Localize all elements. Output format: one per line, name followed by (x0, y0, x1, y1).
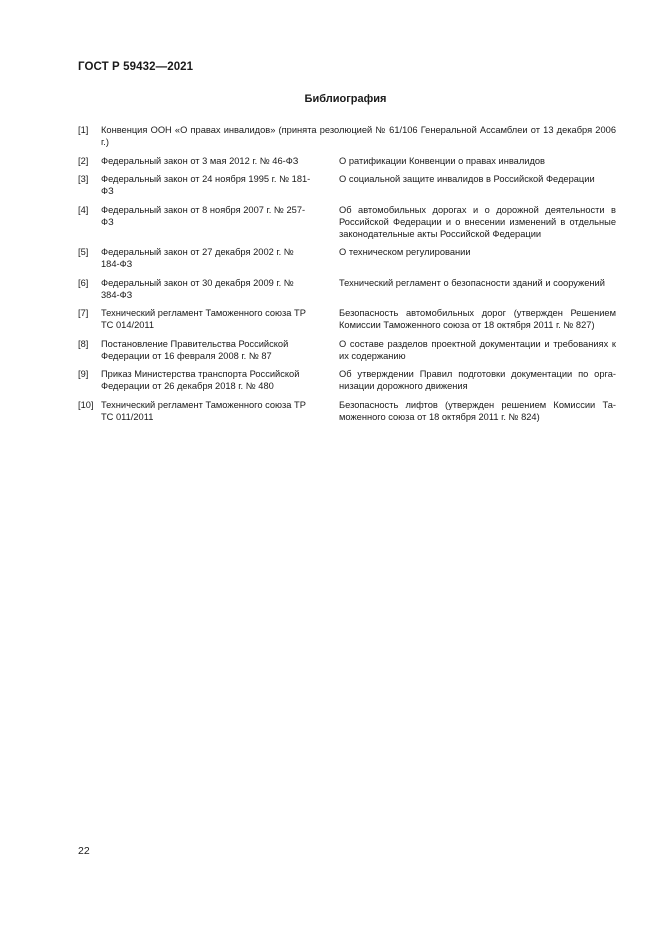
entry-title: Безопасность лифтов (утвержден решением Комиссии Таможенного союза от 18 октября 2011 г. № 824) (339, 399, 616, 422)
entry-number: [6] (78, 277, 89, 288)
bibliography-list (78, 124, 616, 429)
entry-number: [8] (78, 338, 89, 349)
entry-number: [9] (78, 369, 89, 379)
entry-number: [7] (78, 308, 89, 318)
entry-source: Федеральный закон от 3 мая 2012 г. № 46-ФЗ (101, 155, 299, 166)
entry-source: Федеральный закон от 8 ноября 2007 г. № 257-ФЗ (101, 204, 306, 227)
bibliography-entry (78, 246, 616, 270)
bibliography-entry (78, 368, 616, 392)
entry-number: [1] (78, 125, 89, 135)
entry-title: О составе разделов проектной документации и требованиях к их содержанию (339, 338, 616, 361)
entry-source: Постановление Правительства Российской Федерации от 16 февраля 2008 г. № 87 (101, 338, 289, 361)
entry-number: [10] (78, 399, 94, 410)
entry-source: Федеральный закон от 27 декабря 2002 г. № 184-ФЗ (101, 247, 294, 269)
bibliography-entry (78, 307, 616, 331)
entry-title: Технический регламент о безопасности зданий и сооружений (339, 277, 605, 288)
entry-source: Приказ Министерства транспорта Российской Федерации от 26 декабря 2018 г. № 480 (101, 369, 300, 391)
entry-title: Об автомобильных дорогах и о дорожной деятельности в Российской Федерации и о внесении изменений в отдельные законодательные акты Российской Федерации (339, 204, 616, 239)
entry-title: О ратификации Конвенции о правах инвалидов (339, 155, 545, 166)
entry-title: О социальной защите инвалидов в Российской Федерации (339, 174, 595, 184)
bibliography-entry (78, 399, 616, 423)
entry-source: Технический регламент Таможенного союза ТР ТС 011/2011 (101, 399, 306, 422)
bibliography-entry (78, 155, 616, 167)
bibliography-entry (78, 173, 616, 197)
section-title: Библиография (304, 93, 387, 105)
bibliography-entry (78, 204, 616, 240)
entry-number: [2] (78, 155, 89, 166)
bibliography-entry (78, 338, 616, 362)
standard-id: ГОСТ Р 59432—2021 (78, 61, 194, 73)
entry-title: Об утверждении Правил подготовки документации по организации дорожного движения (339, 369, 616, 391)
entry-title: О техническом регулировании (339, 247, 471, 257)
entry-number: [4] (78, 204, 89, 215)
page-number: 22 (78, 845, 90, 857)
bibliography-entry (78, 277, 616, 301)
entry-source: Федеральный закон от 24 ноября 1995 г. № 181-ФЗ (101, 174, 311, 196)
entry-source: Федеральный закон от 30 декабря 2009 г. № 384-ФЗ (101, 277, 294, 300)
bibliography-entry (78, 124, 616, 148)
entry-title: Безопасность автомобильных дорог (утвержден Решением Комиссии Таможенного союза от 18 октября 2011 г. № 827) (339, 308, 616, 330)
entry-source: Технический регламент Таможенного союза ТР ТС 014/2011 (101, 308, 306, 330)
entry-number: [5] (78, 247, 89, 257)
entry-text: Конвенция ООН «О правах инвалидов» (принята резолюцией № 61/106 Генеральной Ассамблеи от 13 декабря 2006 г.) (101, 125, 616, 147)
entry-number: [3] (78, 174, 89, 184)
